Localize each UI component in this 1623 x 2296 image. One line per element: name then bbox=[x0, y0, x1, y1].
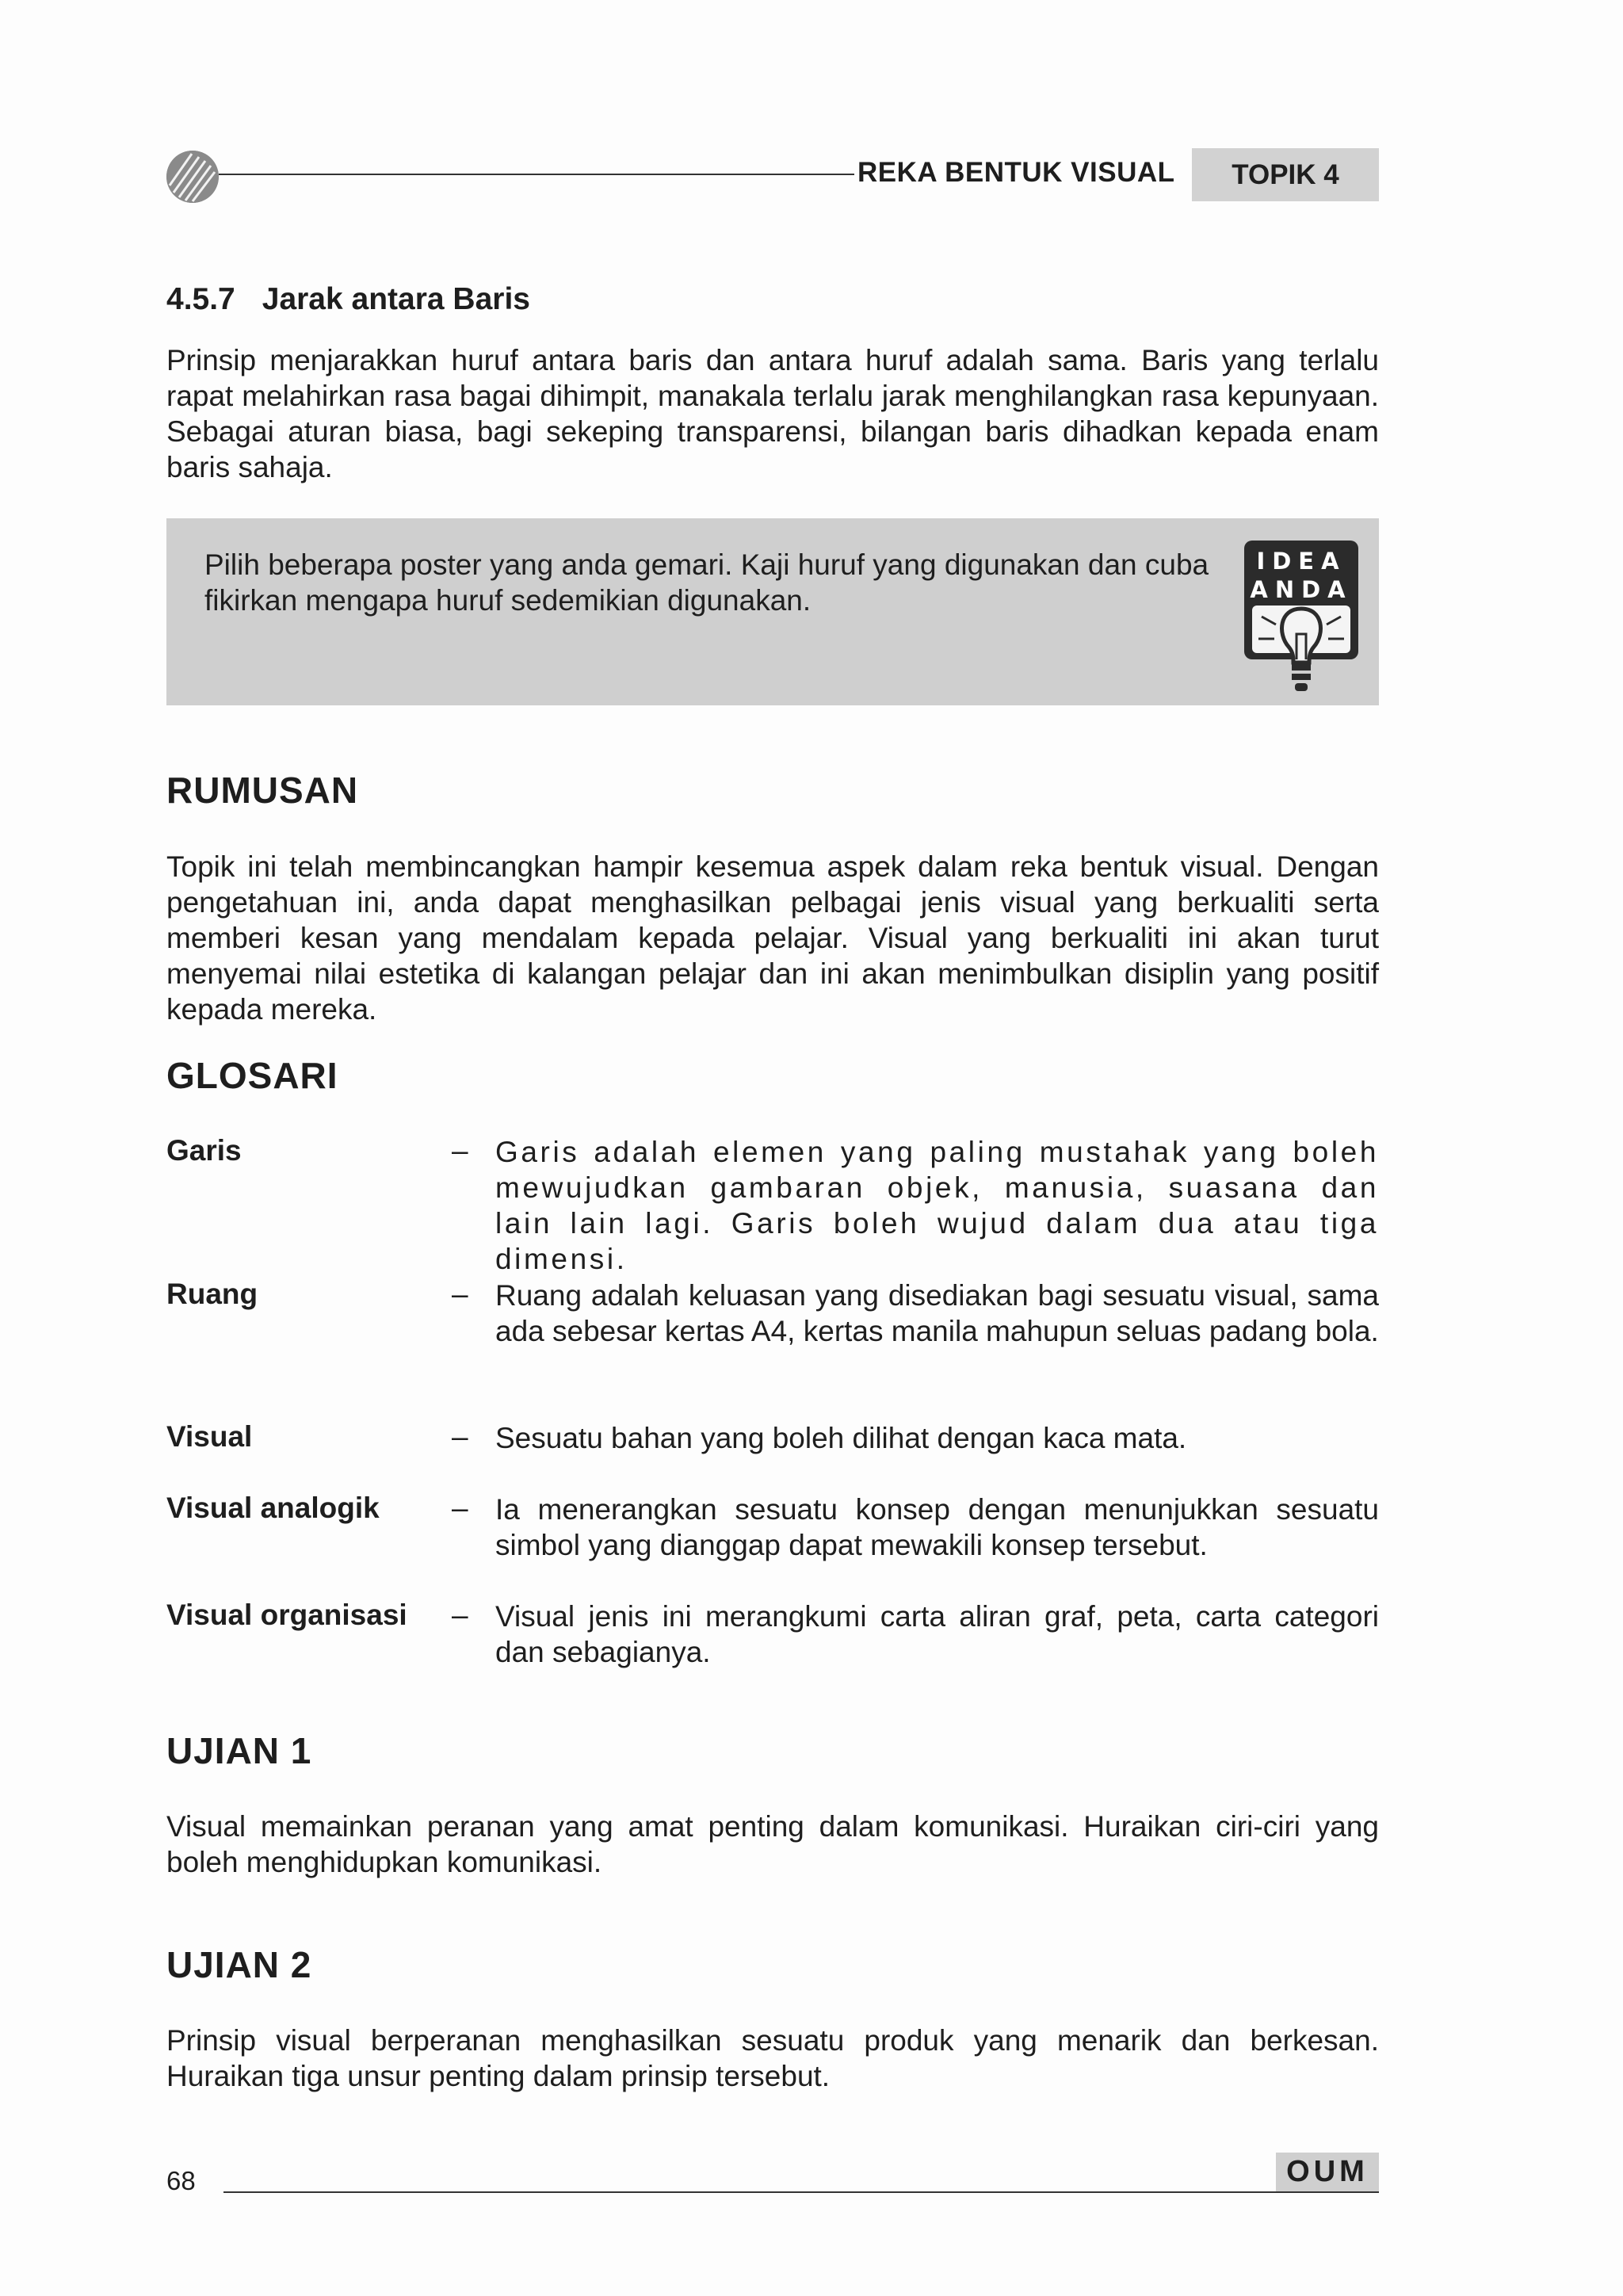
header-logo-icon bbox=[166, 151, 219, 203]
glossary-dash: – bbox=[452, 1134, 468, 1167]
ujian1-heading: UJIAN 1 bbox=[166, 1730, 312, 1771]
glossary-dash: – bbox=[452, 1492, 468, 1524]
rumusan-body: Topik ini telah membincangkan hampir kesemua aspek dalam reka bentuk visual. Dengan pengetahuan ini, anda dapat menghasilkan pelbagai jenis visual yang berkualiti serta memberi kesan yang mendalam kepada pelajar. Visual yang berkualiti ini akan turut menyemai nilai estetika di kalangan pelajar dan ini akan menimbulkan disiplin yang positif kepada mereka. bbox=[166, 850, 1379, 1026]
oum-logo: OUM bbox=[1276, 2153, 1379, 2191]
glossary-definition: Sesuatu bahan yang boleh dilihat dengan kaca mata. bbox=[495, 1422, 1187, 1454]
glossary-term: Visual analogik bbox=[166, 1492, 380, 1524]
glosari-heading: GLOSARI bbox=[166, 1055, 338, 1096]
idea-icon-line2: ANDA bbox=[1250, 576, 1353, 603]
glossary-term: Visual bbox=[166, 1420, 253, 1453]
glossary-dash: – bbox=[452, 1420, 468, 1453]
glossary-definition: Ia menerangkan sesuatu konsep dengan menunjukkan sesuatu simbol yang dianggap dapat mewakili konsep tersebut. bbox=[495, 1493, 1379, 1561]
glossary-term: Garis bbox=[166, 1134, 242, 1167]
section-heading bbox=[166, 282, 530, 317]
section-title: Jarak antara Baris bbox=[262, 282, 530, 316]
header-section-title: REKA BENTUK VISUAL bbox=[857, 157, 1175, 188]
glossary-dash: – bbox=[452, 1599, 468, 1631]
glossary-dash: – bbox=[452, 1278, 468, 1310]
header-topic-label: TOPIK 4 bbox=[1192, 148, 1379, 201]
glossary-term: Visual organisasi bbox=[166, 1599, 407, 1631]
section-number: 4.5.7 bbox=[166, 282, 235, 316]
header-rule bbox=[219, 174, 854, 175]
glossary-term: Ruang bbox=[166, 1278, 258, 1310]
ujian2-heading: UJIAN 2 bbox=[166, 1944, 312, 1985]
rumusan-heading: RUMUSAN bbox=[166, 770, 359, 811]
footer-rule bbox=[223, 2191, 1379, 2193]
ujian2-body: Prinsip visual berperanan menghasilkan sesuatu produk yang menarik dan berkesan. Huraikan tiga unsur penting dalam prinsip tersebut. bbox=[166, 2024, 1379, 2092]
ujian1-body: Visual memainkan peranan yang amat penting dalam komunikasi. Huraikan ciri-ciri yang boleh menghidupkan komunikasi. bbox=[166, 1810, 1379, 1878]
glossary-definition: Ruang adalah keluasan yang disediakan bagi sesuatu visual, sama ada sebesar kertas A4, kertas manila mahupun seluas padang bola. bbox=[495, 1279, 1379, 1347]
page-number: 68 bbox=[166, 2166, 196, 2195]
lightbulb-icon bbox=[1243, 539, 1360, 697]
idea-box-text: Pilih beberapa poster yang anda gemari. Kaji huruf yang digunakan dan cuba fikirkan mengapa huruf sedemikian digunakan. bbox=[204, 548, 1209, 617]
section-body: Prinsip menjarakkan huruf antara baris dan antara huruf adalah sama. Baris yang terlalu rapat melahirkan rasa bagai dihimpit, manakala terlalu jarak menghilangkan rasa kepunyaan. Sebagai aturan biasa, bagi sekeping transparensi, bilangan baris dihadkan kepada enam baris sahaja. bbox=[166, 344, 1379, 483]
glossary-definition: Garis adalah elemen yang paling mustahak yang boleh mewujudkan gambaran objek, manusia, suasana dan lain lain lagi. Garis boleh wujud dalam dua atau tiga dimensi. bbox=[495, 1136, 1379, 1275]
idea-icon-line1: IDEA bbox=[1256, 548, 1346, 575]
glossary-definition: Visual jenis ini merangkumi carta aliran graf, peta, carta categori dan sebagianya. bbox=[495, 1600, 1379, 1668]
